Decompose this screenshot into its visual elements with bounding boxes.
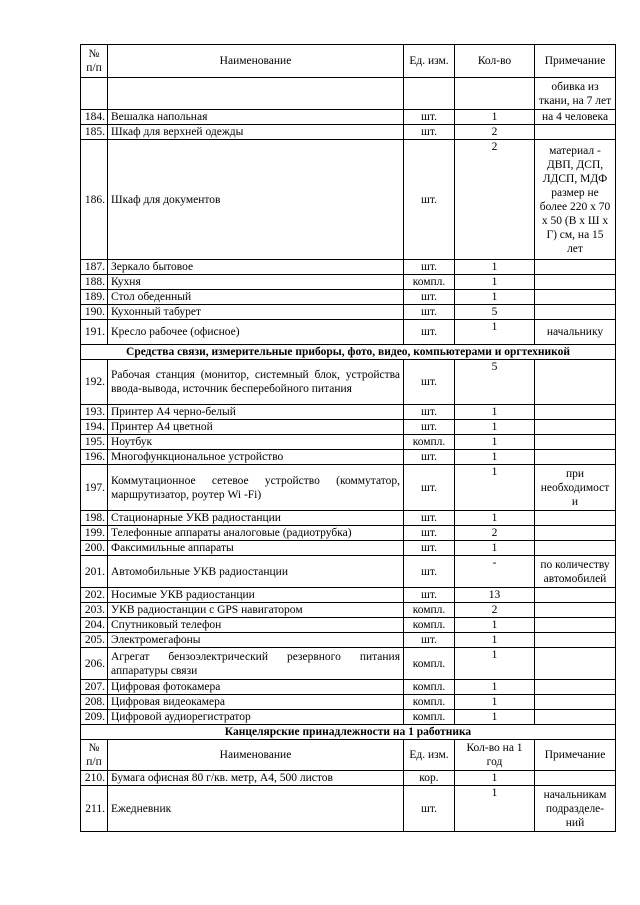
row-note (535, 260, 616, 275)
row-number: 197. (81, 465, 108, 511)
header2-name: Наименование (108, 740, 404, 771)
row-name: Стационарные УКВ радиостанции (108, 511, 404, 526)
row-note (535, 618, 616, 633)
row-unit: шт. (404, 405, 455, 420)
row-name: Факсимильные аппараты (108, 541, 404, 556)
table-row (81, 603, 616, 618)
section-stationery (81, 725, 616, 740)
row-unit: компл. (404, 435, 455, 450)
row-name: Спутниковый телефон (108, 618, 404, 633)
row-qty: 1 (455, 771, 535, 786)
row-unit: шт. (404, 786, 455, 832)
header2-note: Примечание (535, 740, 616, 771)
row-number: 201. (81, 556, 108, 588)
section-communications (81, 345, 616, 360)
row-note (535, 541, 616, 556)
section-stationery-title: Канцелярские принадлежности на 1 работника (81, 725, 616, 740)
row-qty: 1 (455, 710, 535, 725)
row-note (535, 526, 616, 541)
row-qty: 2 (455, 125, 535, 140)
table-row (81, 420, 616, 435)
row-number: 191. (81, 320, 108, 345)
table-row (81, 526, 616, 541)
header-unit: Ед. изм. (404, 45, 455, 78)
row-note (535, 290, 616, 305)
row-note (535, 405, 616, 420)
table-row (81, 290, 616, 305)
row-name: Цифровая видеокамера (108, 695, 404, 710)
row-name: Ежедневник (108, 786, 404, 832)
table-row (81, 710, 616, 725)
row-number: 193. (81, 405, 108, 420)
row-note: на 4 человека (535, 110, 616, 125)
row-qty: 2 (455, 140, 535, 260)
row-note (535, 710, 616, 725)
row-note: начальнику (535, 320, 616, 345)
row-unit: шт. (404, 588, 455, 603)
row-note (535, 435, 616, 450)
row-qty: 1 (455, 618, 535, 633)
row-qty: 2 (455, 526, 535, 541)
row-qty: 1 (455, 511, 535, 526)
row-note (535, 603, 616, 618)
table-row (81, 771, 616, 786)
table-row (81, 78, 616, 110)
row-number: 192. (81, 360, 108, 405)
table-row (81, 511, 616, 526)
row-number: 200. (81, 541, 108, 556)
row-number (81, 78, 108, 110)
table-row (81, 360, 616, 405)
row-unit: шт. (404, 511, 455, 526)
header-qty: Кол-во (455, 45, 535, 78)
row-number: 184. (81, 110, 108, 125)
row-unit: шт. (404, 125, 455, 140)
row-unit: шт. (404, 420, 455, 435)
row-name: Многофункциональное устройство (108, 450, 404, 465)
row-qty: 1 (455, 320, 535, 345)
row-unit: шт. (404, 556, 455, 588)
row-name: Цифровой аудиорегистратор (108, 710, 404, 725)
row-qty: 1 (455, 786, 535, 832)
row-number: 189. (81, 290, 108, 305)
row-qty: 1 (455, 695, 535, 710)
row-note: при необходимост и (535, 465, 616, 511)
header-row (81, 45, 616, 78)
row-note (535, 648, 616, 680)
row-note (535, 125, 616, 140)
row-qty: 1 (455, 450, 535, 465)
row-note (535, 450, 616, 465)
table-row (81, 556, 616, 588)
table-row (81, 695, 616, 710)
row-name: Кресло рабочее (офисное) (108, 320, 404, 345)
table-row (81, 541, 616, 556)
row-note: начальникам подразделе-ний (535, 786, 616, 832)
row-unit: кор. (404, 771, 455, 786)
row-unit: шт. (404, 305, 455, 320)
row-unit: компл. (404, 603, 455, 618)
table-row (81, 648, 616, 680)
row-note: материал - ДВП, ДСП, ЛДСП, МДФ размер не более 220 х 70 х 50 (В х Ш х Г) см, на 15 лет (535, 140, 616, 260)
row-name: Цифровая фотокамера (108, 680, 404, 695)
row-qty: 1 (455, 260, 535, 275)
row-name: Коммутационное сетевое устройство (коммутатор, маршрутизатор, роутер Wi -Fi) (108, 465, 404, 511)
row-note (535, 633, 616, 648)
row-unit: шт. (404, 465, 455, 511)
row-number: 207. (81, 680, 108, 695)
table-row (81, 633, 616, 648)
row-unit: компл. (404, 680, 455, 695)
row-number: 188. (81, 275, 108, 290)
header-num: № п/п (81, 45, 108, 78)
row-name: Электромегафоны (108, 633, 404, 648)
row-qty: 1 (455, 435, 535, 450)
row-name: УКВ радиостанции с GPS навигатором (108, 603, 404, 618)
row-unit: шт. (404, 140, 455, 260)
row-qty: 1 (455, 290, 535, 305)
row-note (535, 771, 616, 786)
row-number: 208. (81, 695, 108, 710)
table-row (81, 125, 616, 140)
row-name (108, 78, 404, 110)
table-row (81, 260, 616, 275)
row-qty: 1 (455, 110, 535, 125)
table-row (81, 465, 616, 511)
row-name: Кухня (108, 275, 404, 290)
row-name: Принтер А4 цветной (108, 420, 404, 435)
table-row (81, 110, 616, 125)
row-note (535, 305, 616, 320)
row-name: Кухонный табурет (108, 305, 404, 320)
header2-unit: Ед. изм. (404, 740, 455, 771)
row-name: Ноутбук (108, 435, 404, 450)
row-number: 211. (81, 786, 108, 832)
row-note (535, 275, 616, 290)
header-row-2 (81, 740, 616, 771)
table-row (81, 405, 616, 420)
row-number: 206. (81, 648, 108, 680)
row-qty: 2 (455, 603, 535, 618)
row-unit: шт. (404, 633, 455, 648)
row-note (535, 511, 616, 526)
row-note (535, 695, 616, 710)
table-body (81, 45, 616, 832)
row-number: 204. (81, 618, 108, 633)
row-number: 202. (81, 588, 108, 603)
row-unit: шт. (404, 290, 455, 305)
table-row (81, 680, 616, 695)
row-unit: компл. (404, 648, 455, 680)
row-unit: шт. (404, 110, 455, 125)
row-unit (404, 78, 455, 110)
row-unit: компл. (404, 618, 455, 633)
row-name: Шкаф для документов (108, 140, 404, 260)
row-unit: шт. (404, 541, 455, 556)
row-unit: шт. (404, 320, 455, 345)
row-unit: шт. (404, 450, 455, 465)
row-qty: - (455, 556, 535, 588)
row-unit: шт. (404, 260, 455, 275)
row-qty: 1 (455, 275, 535, 290)
equipment-table (80, 44, 616, 832)
row-number: 195. (81, 435, 108, 450)
row-number: 209. (81, 710, 108, 725)
row-name: Рабочая станция (монитор, системный блок, устройства ввода-вывода, источник бесперебойного питания (108, 360, 404, 405)
row-name: Вешалка напольная (108, 110, 404, 125)
row-qty: 13 (455, 588, 535, 603)
row-number: 186. (81, 140, 108, 260)
row-qty: 1 (455, 541, 535, 556)
header2-qty: Кол-во на 1 год (455, 740, 535, 771)
row-number: 185. (81, 125, 108, 140)
row-qty: 1 (455, 648, 535, 680)
row-name: Телефонные аппараты аналоговые (радиотрубка) (108, 526, 404, 541)
row-note: обивка из ткани, на 7 лет (535, 78, 616, 110)
row-name: Автомобильные УКВ радиостанции (108, 556, 404, 588)
row-number: 203. (81, 603, 108, 618)
table-row (81, 450, 616, 465)
row-note: по количеству автомобилей (535, 556, 616, 588)
row-name: Стол обеденный (108, 290, 404, 305)
row-note (535, 680, 616, 695)
table-row (81, 786, 616, 832)
section-communications-title: Средства связи, измерительные приборы, фото, видео, компьютерами и оргтехникой (81, 345, 616, 360)
row-number: 187. (81, 260, 108, 275)
header-note: Примечание (535, 45, 616, 78)
row-number: 199. (81, 526, 108, 541)
row-unit: компл. (404, 275, 455, 290)
row-note (535, 588, 616, 603)
row-number: 210. (81, 771, 108, 786)
row-name: Зеркало бытовое (108, 260, 404, 275)
row-qty: 1 (455, 405, 535, 420)
table-row (81, 588, 616, 603)
row-qty: 1 (455, 680, 535, 695)
row-unit: шт. (404, 360, 455, 405)
row-number: 196. (81, 450, 108, 465)
table-row (81, 305, 616, 320)
header2-num: № п/п (81, 740, 108, 771)
row-unit: компл. (404, 710, 455, 725)
row-name: Агрегат бензоэлектрический резервного питания аппаратуры связи (108, 648, 404, 680)
row-name: Бумага офисная 80 г/кв. метр, А4, 500 листов (108, 771, 404, 786)
row-number: 198. (81, 511, 108, 526)
table-row (81, 275, 616, 290)
row-name: Принтер А4 черно-белый (108, 405, 404, 420)
row-unit: компл. (404, 695, 455, 710)
table-row (81, 140, 616, 260)
row-qty: 1 (455, 465, 535, 511)
row-qty: 1 (455, 420, 535, 435)
row-number: 194. (81, 420, 108, 435)
row-note (535, 360, 616, 405)
table-row (81, 435, 616, 450)
row-unit: шт. (404, 526, 455, 541)
row-qty: 5 (455, 305, 535, 320)
row-qty: 5 (455, 360, 535, 405)
header-name: Наименование (108, 45, 404, 78)
row-qty: 1 (455, 633, 535, 648)
row-qty (455, 78, 535, 110)
row-number: 205. (81, 633, 108, 648)
row-name: Шкаф для верхней одежды (108, 125, 404, 140)
row-number: 190. (81, 305, 108, 320)
table-row (81, 618, 616, 633)
row-note (535, 420, 616, 435)
row-name: Носимые УКВ радиостанции (108, 588, 404, 603)
table-row (81, 320, 616, 345)
